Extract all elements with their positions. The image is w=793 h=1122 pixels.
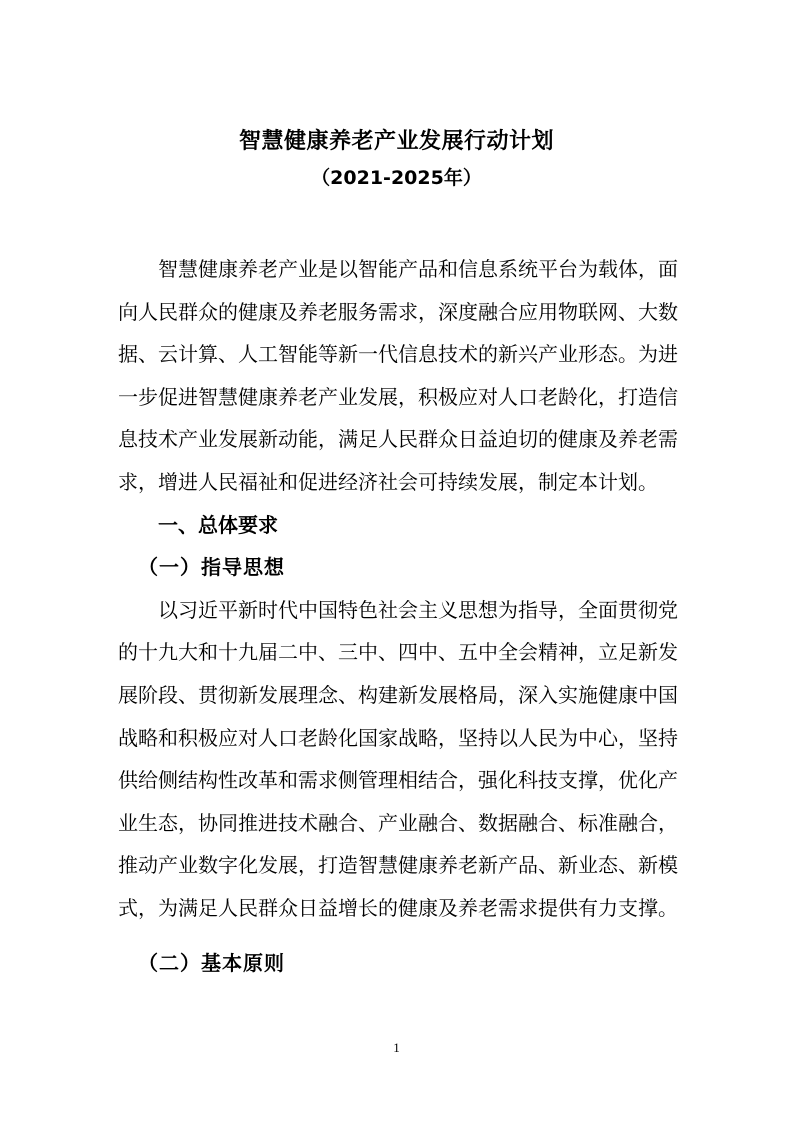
guiding-ideology-paragraph: 以习近平新时代中国特色社会主义思想为指导，全面贯彻党的十九大和十九届二中、三中、四中、五中全会精神，立足新发展阶段、贯彻新发展理念、构建新发展格局，深入实施健康中国战略和积极应对人口老龄化国家战略，坚持以人民为中心，坚持供给侧结构性改革和需求侧管理相结合，强化科技支撑，优化产业生态，协同推进技术融合、产业融合、数据融合、标准融合，推动产业数字化发展，打造智慧健康养老新产品、新业态、新模式，为满足人民群众日益增长的健康及养老需求提供有力支撑。 (118, 597, 678, 920)
intro-paragraph: 智慧健康养老产业是以智能产品和信息系统平台为载体，面向人民群众的健康及养老服务需求，深度融合应用物联网、大数据、云计算、人工智能等新一代信息技术的新兴产业形态。为进一步促进智慧健康养老产业发展，积极应对人口老龄化，打造信息技术产业发展新动能，满足人民群众日益迫切的健康及养老需求，增进人民福祉和促进经济社会可持续发展，制定本计划。 (118, 257, 678, 494)
section-heading-general-requirements: 一、总体要求 (158, 512, 278, 537)
page-number: 1 (393, 1040, 400, 1055)
subsection-heading-basic-principles: （二）基本原则 (138, 950, 285, 975)
document-title: 智慧健康养老产业发展行动计划 (238, 129, 554, 154)
subsection-heading-guiding-ideology: （一）指导思想 (138, 555, 285, 580)
document-subtitle: （2021-2025年） (311, 167, 482, 189)
document-body (118, 248, 678, 984)
